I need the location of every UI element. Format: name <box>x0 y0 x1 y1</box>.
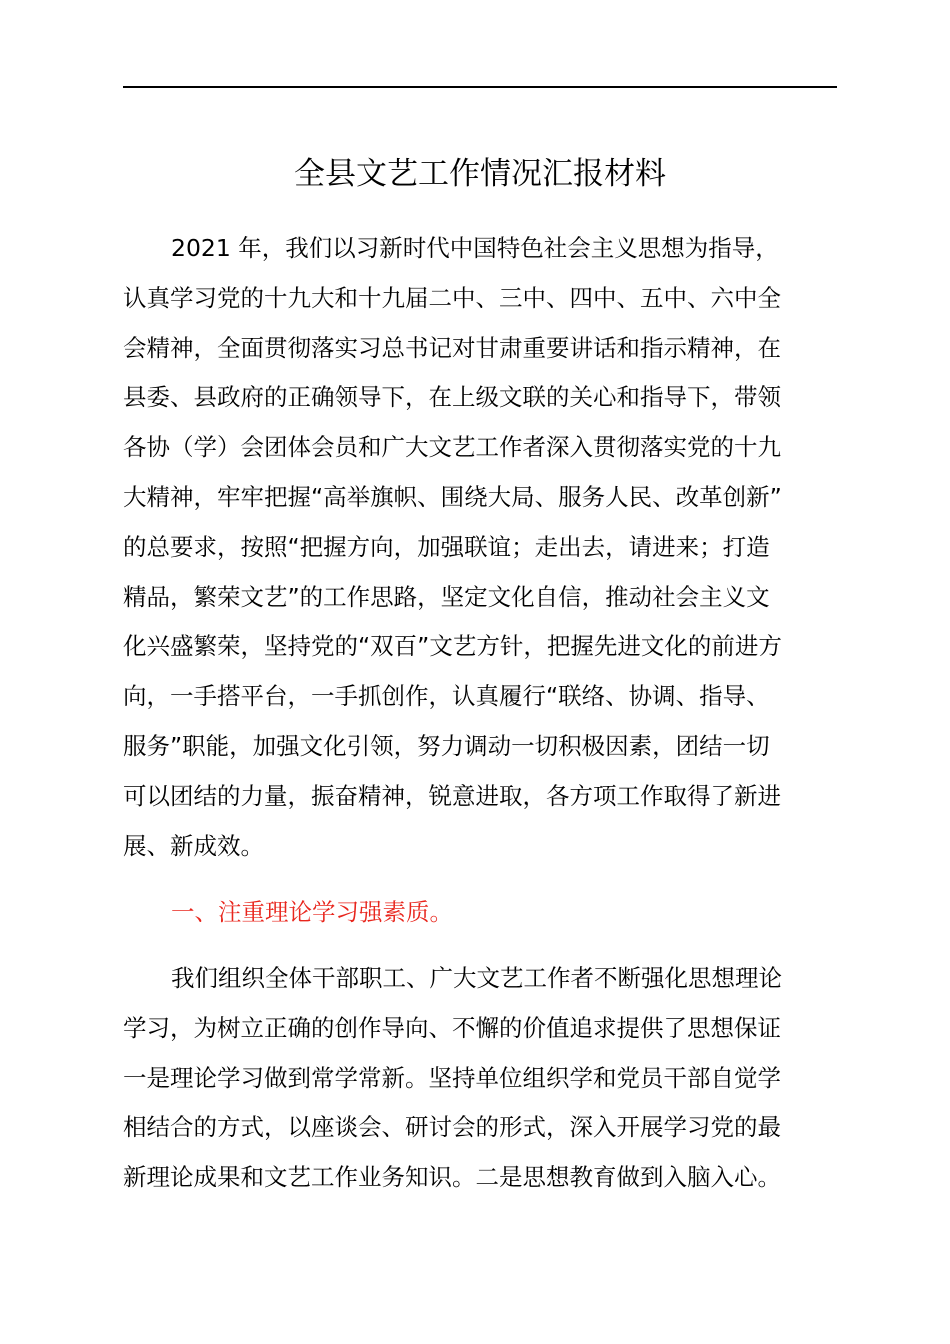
paragraph-line: 相结合的方式，以座谈会、研讨会的形式，深入开展学习党的最 <box>123 1113 781 1142</box>
paragraph-line: 2021 年，我们以习新时代中国特色社会主义思想为指导， <box>171 234 779 262</box>
paragraph-line: 化兴盛繁荣，坚持党的“双百”文艺方针，把握先进文化的前进方 <box>123 632 782 661</box>
paragraph-line: 各协（学）会团体会员和广大文艺工作者深入贯彻落实党的十九 <box>123 433 781 462</box>
paragraph-line: 大精神，牢牢把握“高举旗帜、围绕大局、服务人民、改革创新” <box>123 482 782 511</box>
paragraph-line: 服务”职能，加强文化引领，努力调动一切积极因素，团结一切 <box>123 731 770 760</box>
paragraph-line: 我们组织全体干部职工、广大文艺工作者不断强化思想理论 <box>171 964 782 992</box>
paragraph-line: 会精神，全面贯彻落实习总书记对甘肃重要讲话和指示精神，在 <box>123 333 781 362</box>
header-divider <box>123 86 837 88</box>
section-heading: 一、注重理论学习强素质。 <box>171 898 453 926</box>
paragraph-line: 县委、县政府的正确领导下，在上级文联的关心和指导下，带领 <box>123 383 781 412</box>
paragraph-line: 一是理论学习做到常学常新。坚持单位组织学和党员干部自觉学 <box>123 1063 781 1092</box>
paragraph-line: 的总要求，按照“把握方向，加强联谊；走出去，请进来；打造 <box>123 532 770 561</box>
paragraph-line: 认真学习党的十九大和十九届二中、三中、四中、五中、六中全 <box>123 283 781 312</box>
paragraph-line: 新理论成果和文艺工作业务知识。二是思想教育做到入脑入心。 <box>123 1163 781 1192</box>
paragraph-line: 展、新成效。 <box>123 831 264 860</box>
paragraph-section-1 <box>123 954 837 1203</box>
paragraph-line: 向，一手搭平台，一手抓创作，认真履行“联络、协调、指导、 <box>123 682 770 711</box>
paragraph-intro <box>123 224 837 871</box>
paragraph-line: 可以团结的力量，振奋精神，锐意进取，各方项工作取得了新进 <box>123 781 781 810</box>
paragraph-line: 精品，繁荣文艺”的工作思路，坚定文化自信，推动社会主义文 <box>123 582 770 611</box>
paragraph-line: 学习，为树立正确的创作导向、不懈的价值追求提供了思想保证 <box>123 1013 781 1042</box>
document-title: 全县文艺工作情况汇报材料 <box>294 156 666 192</box>
